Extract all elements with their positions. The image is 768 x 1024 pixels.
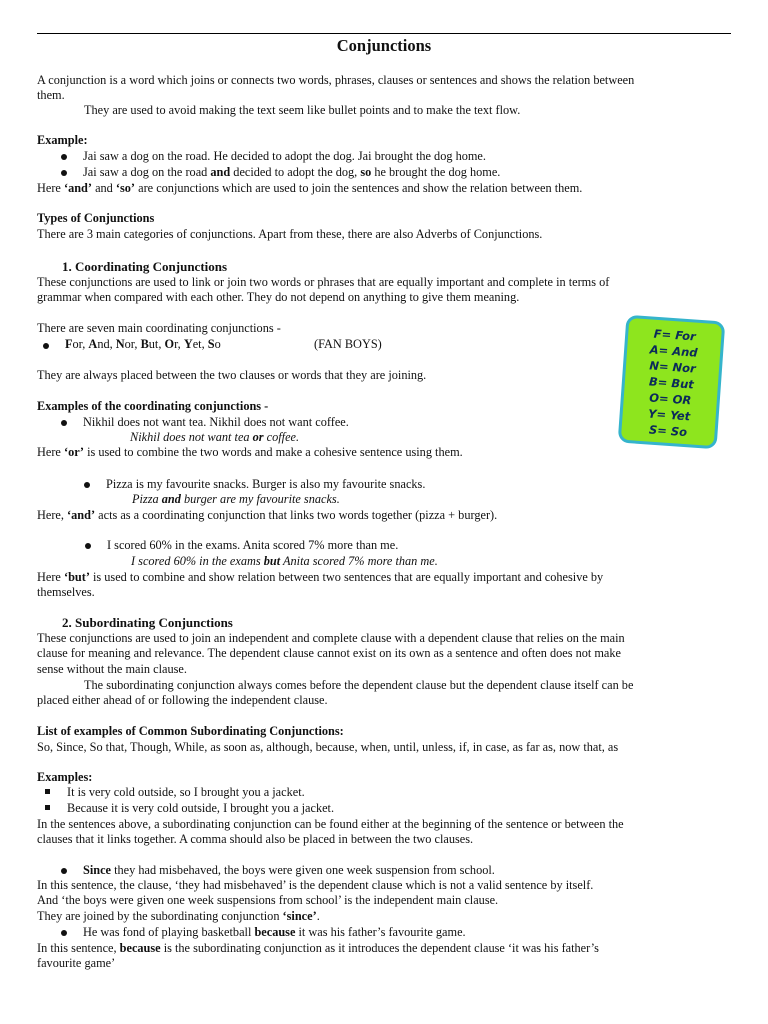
coord-example-2: Pizza is my favourite snacks. Burger is also my favourite snacks. xyxy=(106,477,426,491)
square-bullet xyxy=(45,789,50,794)
bullet-dot xyxy=(43,343,49,349)
intro-line-3: They are used to avoid making the text seem like bullet points and to make the text flow. xyxy=(84,103,521,117)
sub-note-1: In the sentences above, a subordinating conjunction can be found either at the beginning of the sentence or between the xyxy=(37,817,624,831)
example-heading: Example: xyxy=(37,133,88,147)
coord-example-3-note-2: themselves. xyxy=(37,585,95,599)
subordinating-def-4: The subordinating conjunction always comes before the dependent clause but the dependent clause itself can be xyxy=(84,678,634,692)
coordinating-def-2: grammar when compared with each other. They do not depend on anything to give them meaning. xyxy=(37,290,520,304)
intro-line-2: them. xyxy=(37,88,65,102)
coord-example-2-note: Here, ‘and’ acts as a coordinating conjunction that links two words together (pizza + burger). xyxy=(37,508,498,522)
top-rule xyxy=(37,33,731,34)
fanboys-card xyxy=(618,315,726,450)
seven-conjunctions: There are seven main coordinating conjunctions - xyxy=(37,321,281,335)
bullet-dot xyxy=(61,930,67,936)
example-note: Here ‘and’ and ‘so’ are conjunctions which are used to join the sentences and show the relation between them. xyxy=(37,181,583,195)
because-example: He was fond of playing basketball because it was his father’s favourite game. xyxy=(83,925,466,939)
sub-example-2: Because it is very cold outside, I brought you a jacket. xyxy=(67,801,335,815)
page-title: Conjunctions xyxy=(336,36,432,55)
fanboys-card-line: S= So xyxy=(648,422,688,440)
subordinating-def-3: sense without the main clause. xyxy=(37,662,187,676)
coord-example-1: Nikhil does not want tea. Nikhil does not want coffee. xyxy=(83,415,349,429)
bullet-dot xyxy=(61,154,67,160)
subordinating-list: So, Since, So that, Though, While, as soon as, although, because, when, until, unless, if, in case, as far as, now that, as xyxy=(37,740,619,754)
fanboys-card-line: B= But xyxy=(648,374,695,392)
bullet-dot xyxy=(84,482,90,488)
since-note-3: They are joined by the subordinating conjunction ‘since’. xyxy=(37,909,320,923)
types-text: There are 3 main categories of conjunctions. Apart from these, there are also Adverbs of Conjunctions. xyxy=(37,227,543,241)
coord-example-3: I scored 60% in the exams. Anita scored 7% more than me. xyxy=(107,538,399,552)
coordinating-def-1: These conjunctions are used to link or join two words or phrases that are equally important and complete in terms of xyxy=(37,275,610,289)
coordinating-heading: 1. Coordinating Conjunctions xyxy=(62,259,228,274)
fanboys-card-line: O= OR xyxy=(648,390,692,408)
coord-example-2-combined: Pizza and burger are my favourite snacks. xyxy=(132,492,340,506)
intro-line-1: A conjunction is a word which joins or connects two words, phrases, clauses or sentences and shows the relation between xyxy=(37,73,635,87)
sub-example-1: It is very cold outside, so I brought you a jacket. xyxy=(67,785,305,799)
since-note-1: In this sentence, the clause, ‘they had misbehaved’ is the dependent clause which is not a valid sentence by itself. xyxy=(37,878,594,892)
square-bullet xyxy=(45,805,50,810)
fanboys-card-line: A= And xyxy=(649,342,699,360)
subordinating-heading: 2. Subordinating Conjunctions xyxy=(62,615,233,630)
sub-note-2: clauses that it links together. A comma should also be placed in between the two clauses. xyxy=(37,832,474,846)
example-bullet-2: Jai saw a dog on the road and decided to adopt the dog, so he brought the dog home. xyxy=(83,165,501,179)
bullet-dot xyxy=(85,543,91,549)
subordinating-def-2: clause for meaning and relevance. The dependent clause cannot exist on its own as a sentence and often does not make xyxy=(37,646,621,660)
types-heading: Types of Conjunctions xyxy=(37,211,155,225)
subordinating-def-5: placed either ahead of or following the independent clause. xyxy=(37,693,328,707)
coord-example-1-note: Here ‘or’ is used to combine the two words and make a cohesive sentence using them. xyxy=(37,445,463,459)
bullet-dot xyxy=(61,868,67,874)
subordinating-def-1: These conjunctions are used to join an independent and complete clause with a dependent clause that relies on the main xyxy=(37,631,625,645)
bullet-dot xyxy=(61,170,67,176)
fanboys-card-line: F= For xyxy=(653,326,697,344)
coordinating-examples-heading: Examples of the coordinating conjunctions - xyxy=(37,399,269,413)
coord-example-1-combined: Nikhil does not want tea or coffee. xyxy=(130,430,300,444)
fanboys-list: For, And, Nor, But, Or, Yet, So xyxy=(65,337,221,351)
fanboys-card-line: N= Nor xyxy=(648,358,697,376)
placed-text: They are always placed between the two clauses or words that they are joining. xyxy=(37,368,427,382)
since-note-2: And ‘the boys were given one week suspensions from school’ is the independent main clause. xyxy=(37,893,499,907)
because-note-1: In this sentence, because is the subordinating conjunction as it introduces the dependent clause ‘it was his father’s xyxy=(37,941,599,955)
bullet-dot xyxy=(61,420,67,426)
because-note-2: favourite game’ xyxy=(37,956,116,970)
coord-example-3-note: Here ‘but’ is used to combine and show relation between two sentences that are equally important and cohesive by xyxy=(37,570,604,584)
since-example: Since they had misbehaved, the boys were given one week suspension from school. xyxy=(83,863,495,877)
example-bullet-1: Jai saw a dog on the road. He decided to adopt the dog. Jai brought the dog home. xyxy=(83,149,486,163)
fanboys-label: (FAN BOYS) xyxy=(314,337,382,351)
coord-example-3-combined: I scored 60% in the exams but Anita scored 7% more than me. xyxy=(131,554,438,568)
subordinating-list-heading: List of examples of Common Subordinating Conjunctions: xyxy=(37,724,344,738)
fanboys-card-line: Y= Yet xyxy=(647,406,691,424)
subordinating-examples-heading: Examples: xyxy=(37,770,93,784)
